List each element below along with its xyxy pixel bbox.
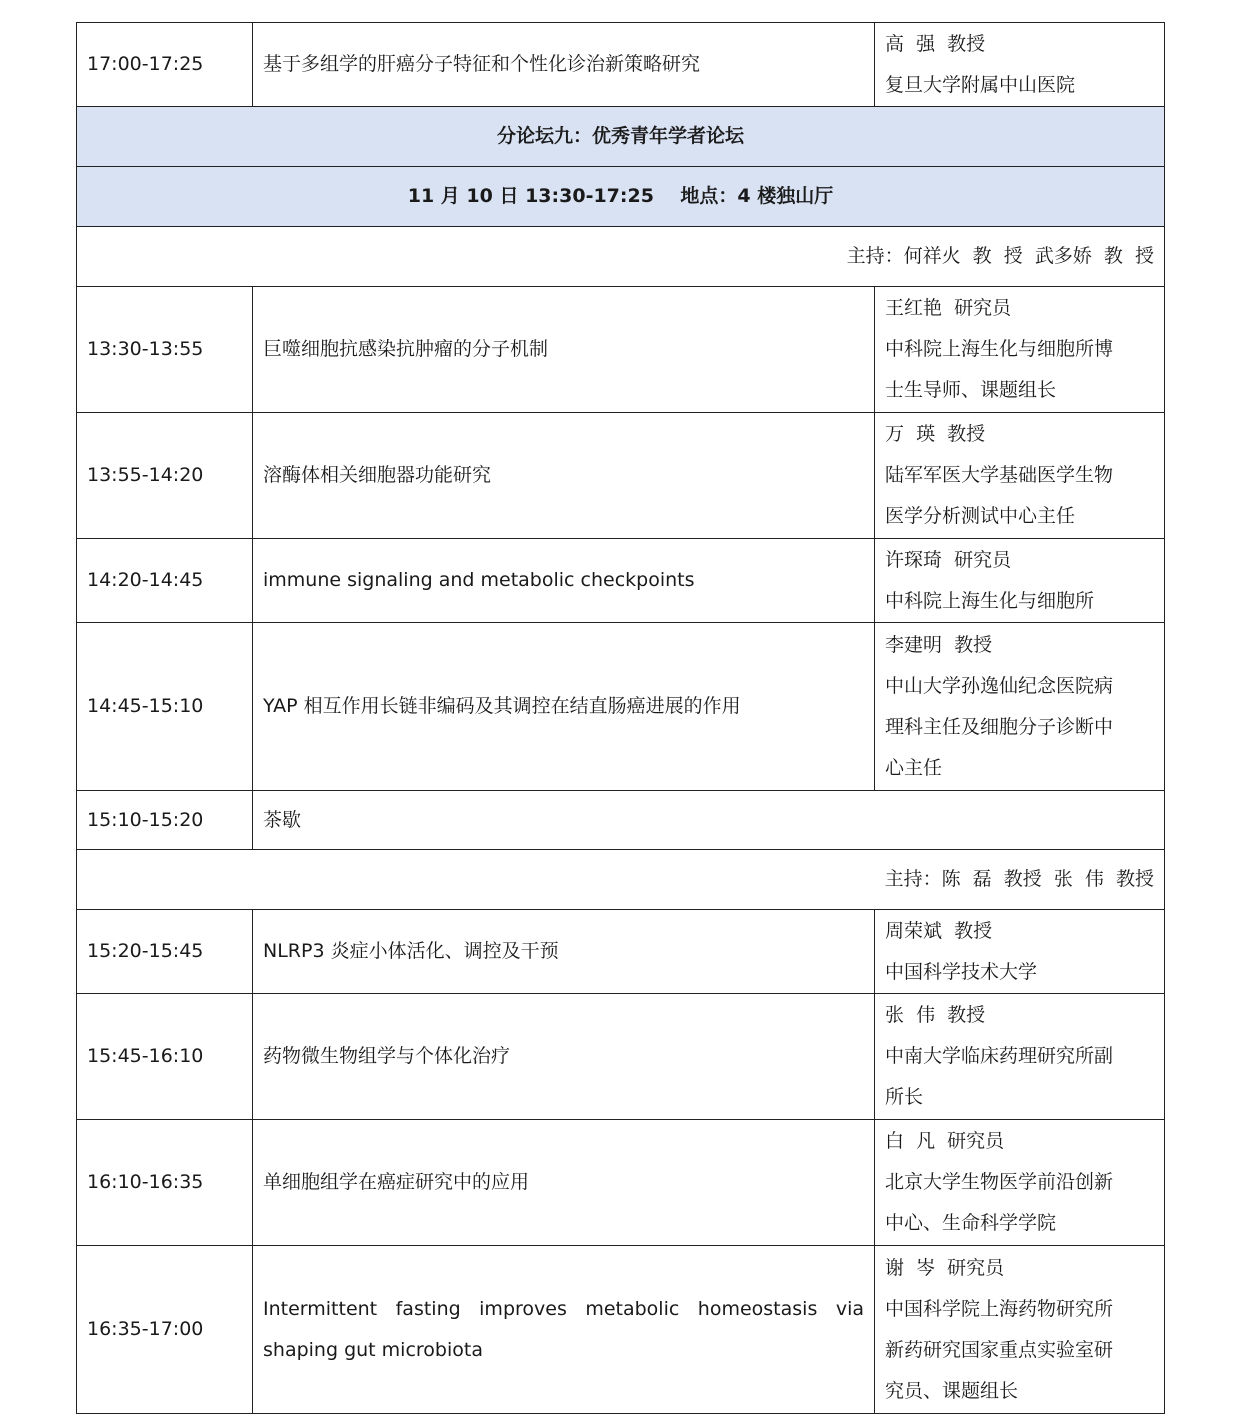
session-speaker	[875, 1246, 1165, 1414]
session-title: immune signaling and metabolic checkpoints	[253, 539, 875, 623]
speaker-affiliation: 中心、生命科学学院	[885, 1212, 1057, 1234]
host-label: 主持：陈 磊 教授 张 伟 教授	[77, 850, 1165, 910]
speaker-affiliation: 心主任	[885, 756, 943, 779]
session-title: YAP 相互作用长链非编码及其调控在结直肠癌进展的作用	[253, 623, 875, 791]
break-row	[77, 791, 1165, 850]
session-row	[77, 1246, 1165, 1414]
host-label: 主持：何祥火 教 授 武多娇 教 授	[77, 227, 1165, 287]
speaker-affiliation: 医学分析测试中心主任	[885, 505, 1076, 527]
host-row	[77, 227, 1165, 287]
speaker-affiliation: 中科院上海生化与细胞所博	[885, 338, 1114, 360]
speaker-affiliation: 士生导师、课题组长	[885, 379, 1057, 401]
speaker-name: 王红艳 研究员	[885, 297, 1012, 319]
forum-datetime-row	[77, 167, 1165, 227]
session-speaker	[875, 539, 1165, 623]
session-time: 15:20-15:45	[77, 910, 253, 994]
speaker-affiliation: 北京大学生物医学前沿创新	[885, 1171, 1114, 1193]
speaker-affiliation: 中山大学孙逸仙纪念医院病	[885, 674, 1114, 697]
session-title: 基于多组学的肝癌分子特征和个性化诊治新策略研究	[253, 23, 875, 107]
break-time: 15:10-15:20	[77, 791, 253, 850]
session-row	[77, 539, 1165, 623]
session-speaker	[875, 413, 1165, 539]
session-row	[77, 910, 1165, 994]
forum-title-row	[77, 107, 1165, 167]
session-time: 15:45-16:10	[77, 994, 253, 1120]
session-title: NLRP3 炎症小体活化、调控及干预	[253, 910, 875, 994]
session-title: 药物微生物组学与个体化治疗	[253, 994, 875, 1120]
session-row	[77, 994, 1165, 1120]
speaker-affiliation: 理科主任及细胞分子诊断中	[885, 715, 1114, 738]
session-time: 14:20-14:45	[77, 539, 253, 623]
session-row	[77, 1120, 1165, 1246]
session-row	[77, 413, 1165, 539]
speaker-affiliation: 所长	[885, 1086, 924, 1108]
session-time: 13:55-14:20	[77, 413, 253, 539]
session-time: 16:35-17:00	[77, 1246, 253, 1414]
session-speaker	[875, 1120, 1165, 1246]
session-time: 13:30-13:55	[77, 287, 253, 413]
speaker-name: 李建明 教授	[885, 633, 993, 656]
speaker-affiliation: 中南大学临床药理研究所副	[885, 1045, 1114, 1067]
session-row	[77, 623, 1165, 791]
session-title: 巨噬细胞抗感染抗肿瘤的分子机制	[253, 287, 875, 413]
speaker-affiliation: 中国科学院上海药物研究所	[885, 1297, 1114, 1320]
session-title: 溶酶体相关细胞器功能研究	[253, 413, 875, 539]
speaker-name: 许琛琦 研究员	[885, 548, 1012, 571]
speaker-name: 周荣斌 教授	[885, 919, 993, 942]
session-speaker	[875, 623, 1165, 791]
session-row	[77, 23, 1165, 107]
session-title: Intermittent fasting improves metabolic homeostasis via shaping gut microbiota	[253, 1246, 875, 1414]
host-row	[77, 850, 1165, 910]
forum-datetime-location: 11 月 10 日 13:30-17:25 地点：4 楼独山厅	[77, 167, 1165, 227]
speaker-name: 张 伟 教授	[885, 1004, 986, 1026]
speaker-affiliation: 复旦大学附属中山医院	[885, 73, 1076, 96]
session-speaker	[875, 287, 1165, 413]
speaker-name: 万 瑛 教授	[885, 423, 986, 445]
speaker-affiliation: 中科院上海生化与细胞所	[885, 589, 1095, 612]
speaker-affiliation: 新药研究国家重点实验室研	[885, 1338, 1114, 1361]
session-row	[77, 287, 1165, 413]
session-speaker	[875, 910, 1165, 994]
session-speaker	[875, 23, 1165, 107]
speaker-name: 谢 岑 研究员	[885, 1256, 1005, 1279]
forum-title: 分论坛九：优秀青年学者论坛	[77, 107, 1165, 167]
session-time: 14:45-15:10	[77, 623, 253, 791]
speaker-name: 白 凡 研究员	[885, 1130, 1005, 1152]
session-speaker	[875, 994, 1165, 1120]
speaker-affiliation: 究员、课题组长	[885, 1379, 1019, 1402]
speaker-affiliation: 陆军军医大学基础医学生物	[885, 464, 1114, 486]
break-label: 茶歇	[253, 791, 1165, 850]
speaker-name: 高 强 教授	[885, 32, 986, 55]
session-time: 16:10-16:35	[77, 1120, 253, 1246]
session-time: 17:00-17:25	[77, 23, 253, 107]
program-table	[76, 22, 1165, 1414]
speaker-affiliation: 中国科学技术大学	[885, 960, 1038, 983]
session-title: 单细胞组学在癌症研究中的应用	[253, 1120, 875, 1246]
